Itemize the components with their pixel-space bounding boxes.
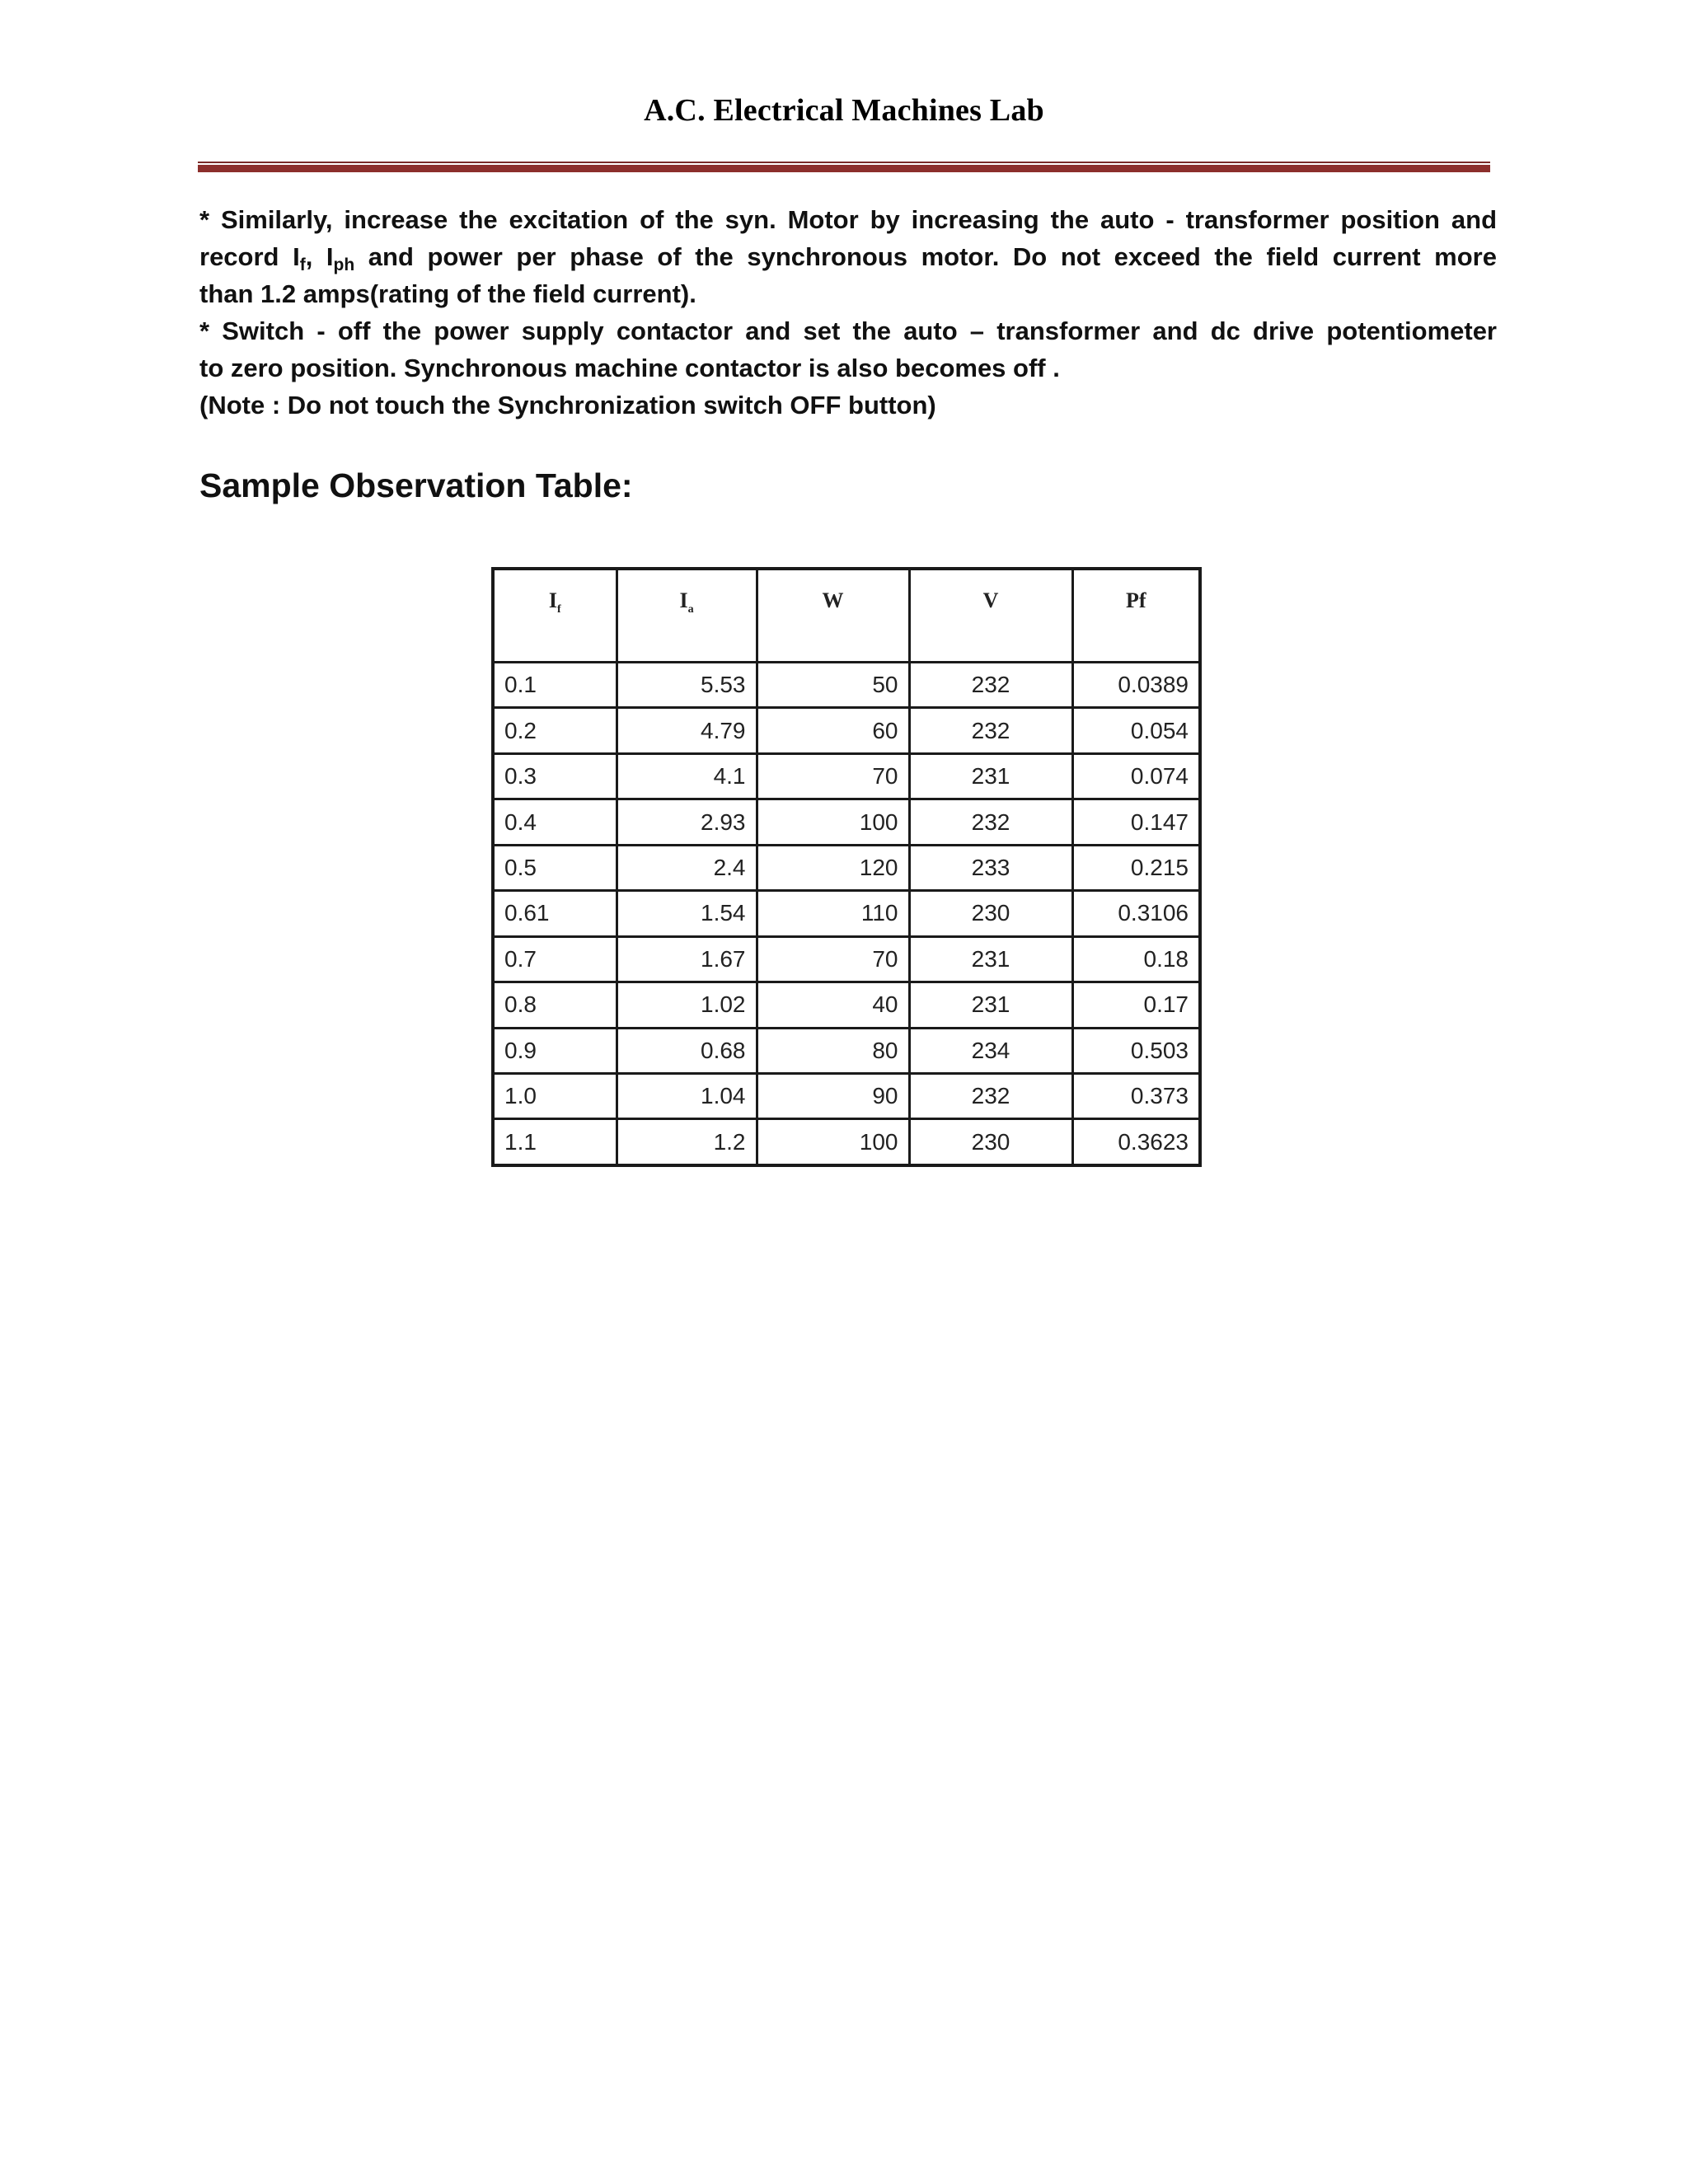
cell-w: 100	[757, 799, 909, 845]
cell-ia: 4.1	[617, 753, 757, 799]
cell-ia: 1.2	[617, 1119, 757, 1165]
observation-table	[491, 567, 1202, 1167]
cell-ia: 1.04	[617, 1073, 757, 1118]
cell-v: 231	[909, 936, 1072, 982]
cell-w: 70	[757, 753, 909, 799]
header-rule-thin-line	[198, 162, 1490, 163]
procedure-note: (Note : Do not touch the Synchronization switch OFF button)	[199, 391, 936, 419]
cell-v: 231	[909, 753, 1072, 799]
cell-v: 230	[909, 891, 1072, 936]
table-row	[493, 1073, 1200, 1118]
table-row	[493, 982, 1200, 1028]
cell-w: 50	[757, 663, 909, 708]
cell-ia: 2.4	[617, 845, 757, 890]
cell-v: 232	[909, 1073, 1072, 1118]
cell-if: 0.4	[493, 799, 617, 845]
table-row	[493, 708, 1200, 753]
cell-pf: 0.3623	[1072, 1119, 1200, 1165]
table-row	[493, 845, 1200, 890]
cell-pf: 0.147	[1072, 799, 1200, 845]
table-row	[493, 753, 1200, 799]
table-body	[493, 663, 1200, 1166]
cell-if: 0.1	[493, 663, 617, 708]
cell-pf: 0.215	[1072, 845, 1200, 890]
cell-if: 0.5	[493, 845, 617, 890]
cell-v: 233	[909, 845, 1072, 890]
cell-ia: 1.67	[617, 936, 757, 982]
cell-ia: 1.54	[617, 891, 757, 936]
procedure-line-1	[199, 201, 1497, 238]
cell-ia: 5.53	[617, 663, 757, 708]
table-row	[493, 936, 1200, 982]
table-header-row	[493, 569, 1200, 663]
procedure-line-3: than 1.2 amps(rating of the field current).	[199, 279, 696, 308]
cell-ia: 4.79	[617, 708, 757, 753]
observation-table-wrapper	[491, 567, 1198, 1167]
header-pf: Pf	[1072, 569, 1200, 663]
cell-w: 70	[757, 936, 909, 982]
header-rule-thick-line	[198, 165, 1490, 172]
cell-if: 0.7	[493, 936, 617, 982]
cell-pf: 0.18	[1072, 936, 1200, 982]
cell-v: 232	[909, 799, 1072, 845]
section-heading: Sample Observation Table:	[199, 466, 633, 504]
table-row	[493, 1119, 1200, 1165]
header-v: V	[909, 569, 1072, 663]
cell-if: 0.2	[493, 708, 617, 753]
cell-v: 231	[909, 982, 1072, 1028]
cell-w: 60	[757, 708, 909, 753]
cell-pf: 0.054	[1072, 708, 1200, 753]
cell-if: 0.8	[493, 982, 617, 1028]
cell-pf: 0.074	[1072, 753, 1200, 799]
procedure-line-4: * Switch - off the power supply contactor and set the auto – transformer and dc drive potentiometer	[199, 316, 1497, 345]
cell-pf: 0.3106	[1072, 891, 1200, 936]
cell-w: 100	[757, 1119, 909, 1165]
cell-v: 234	[909, 1028, 1072, 1073]
cell-w: 110	[757, 891, 909, 936]
cell-w: 80	[757, 1028, 909, 1073]
procedure-line-2-post: and power per phase of the synchronous motor. Do not exceed the field current more	[354, 242, 1497, 271]
page-header-title: A.C. Electrical Machines Lab	[644, 93, 1044, 128]
table-row	[493, 1028, 1200, 1073]
table-row	[493, 891, 1200, 936]
cell-pf: 0.17	[1072, 982, 1200, 1028]
table-row	[493, 799, 1200, 845]
header-w: W	[757, 569, 909, 663]
cell-pf: 0.0389	[1072, 663, 1200, 708]
header-ia: $I_a$	[617, 569, 757, 663]
subscript-ph: ph	[333, 255, 355, 274]
table-row	[493, 663, 1200, 708]
cell-v: 232	[909, 663, 1072, 708]
procedure-text	[199, 201, 1497, 424]
procedure-line-2-mid: , I	[305, 242, 334, 271]
procedure-line-2-pre: record I	[199, 242, 300, 271]
cell-if: 1.0	[493, 1073, 617, 1118]
cell-w: 40	[757, 982, 909, 1028]
cell-pf: 0.373	[1072, 1073, 1200, 1118]
procedure-line-5: to zero position. Synchronous machine contactor is also becomes off .	[199, 354, 1060, 382]
cell-ia: 0.68	[617, 1028, 757, 1073]
subscript-f: f	[299, 255, 306, 274]
cell-ia: 2.93	[617, 799, 757, 845]
procedure-line-2	[199, 238, 1497, 275]
header-if: $I_f$	[493, 569, 617, 663]
cell-if: 0.61	[493, 891, 617, 936]
cell-ia: 1.02	[617, 982, 757, 1028]
cell-if: 0.3	[493, 753, 617, 799]
procedure-line-1-text: * Similarly, increase the excitation of the syn. Motor by increasing the auto - transformer position and	[199, 205, 1497, 234]
cell-if: 0.9	[493, 1028, 617, 1073]
cell-if: 1.1	[493, 1119, 617, 1165]
cell-pf: 0.503	[1072, 1028, 1200, 1073]
cell-v: 230	[909, 1119, 1072, 1165]
cell-v: 232	[909, 708, 1072, 753]
header-rule	[198, 162, 1490, 173]
cell-w: 120	[757, 845, 909, 890]
cell-w: 90	[757, 1073, 909, 1118]
